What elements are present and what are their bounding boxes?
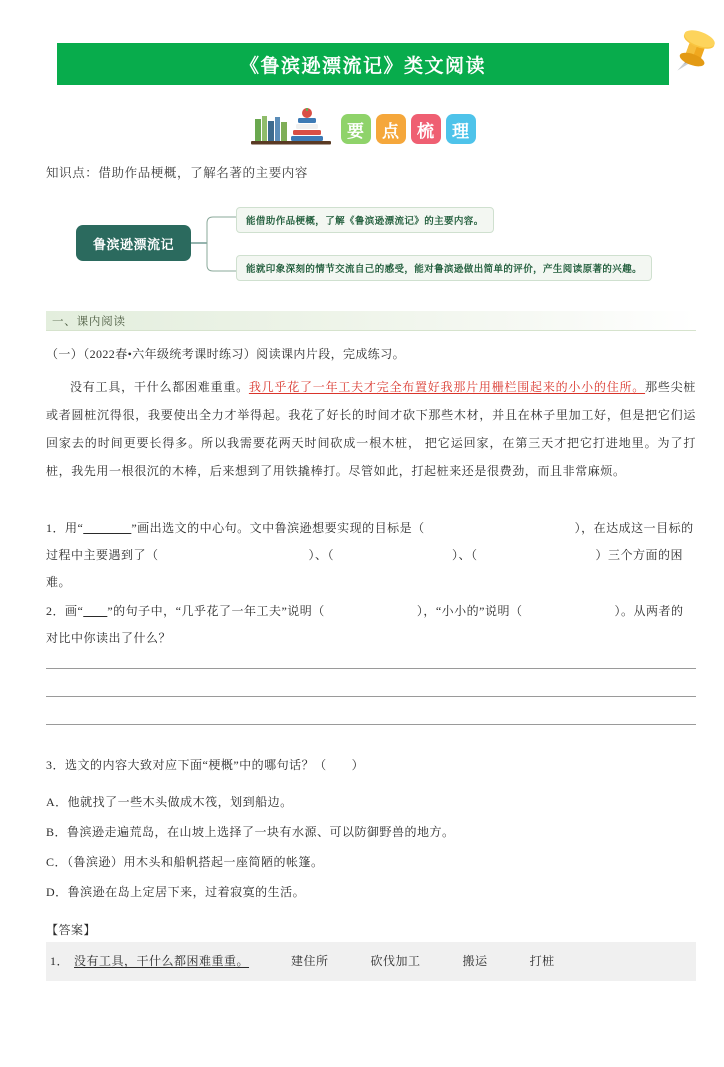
- page-title: 《鲁滨逊漂流记》类文阅读: [239, 55, 486, 77]
- q2-seg2: ”的句子中，“几乎花了一年工夫”说明（: [107, 604, 325, 618]
- q2-seg1: 2．画“: [46, 604, 84, 618]
- mindmap-connector-lines: [191, 199, 241, 291]
- choice-b[interactable]: B．鲁滨逊走遍荒岛，在山坡上选择了一块有水源、可以防御野兽的地方。: [46, 825, 455, 839]
- knowledge-point-line: 知识点：借助作品梗概，了解名著的主要内容: [46, 166, 309, 180]
- answer-number: 1．: [50, 954, 70, 968]
- worksheet-page: [0, 43, 724, 1067]
- answer-key-body: [46, 942, 696, 981]
- reading-passage: [46, 373, 696, 485]
- write-line-2[interactable]: [46, 696, 696, 697]
- choice-d[interactable]: D．鲁滨逊在岛上定居下来，过着寂寞的生活。: [46, 885, 306, 899]
- question-1-line-2: [46, 542, 696, 596]
- mindmap-root-node: 鲁滨逊漂流记: [76, 225, 191, 261]
- free-response-lines: [46, 668, 696, 725]
- answer-key-title: 【答案】: [46, 923, 97, 937]
- question-3-choices: [46, 787, 696, 907]
- write-line-1[interactable]: [46, 668, 696, 669]
- title-banner-wrapper: [57, 43, 694, 85]
- content-area: [46, 163, 696, 981]
- keypoints-tiles: [341, 114, 476, 147]
- mindmap-diagram: [46, 199, 696, 291]
- books-illustration: [249, 107, 337, 147]
- choice-c[interactable]: C．（鲁滨逊）用木头和船帆搭起一座简陋的帐篷。: [46, 855, 324, 869]
- q2-seg4: ）。从两者的: [614, 604, 684, 618]
- q2-seg3: ），“小小的”说明（: [416, 604, 523, 618]
- question-3: 3．选文的内容大致对应下面“梗概”中的哪句话？（ ）: [46, 758, 365, 772]
- choice-a[interactable]: A．他就找了一些木头做成木筏，划到船边。: [46, 795, 293, 809]
- passage-part-2: 那些尖桩或者圆桩沉得很，我要使出全力才举得起。我花了好长的时间才砍下那些木材，并且在林子里加工好，但是把它们运回家去的时间更要长得多。所以我需要花两天时间砍成一根木桩， 把它运回家，在第三天才把它打进地里。为了打桩，我先用一根很沉的木棒，后来想到了用铁撬棒打。尽管如此，打起桩来还是很费劲，而且非常麻烦。: [46, 380, 696, 478]
- q1-blank: ______: [83, 521, 132, 535]
- write-line-3[interactable]: [46, 724, 696, 725]
- exercise-subheader: （一）（2022春•六年级统考课时练习）阅读课内片段，完成练习。: [46, 347, 406, 361]
- q1-seg4: 过程中主要遇到了（: [46, 548, 159, 562]
- question-2-line-2: 对比中你读出了什么？: [46, 631, 172, 645]
- section-header: [46, 311, 696, 331]
- keypoint-tile-2: 点: [376, 114, 406, 144]
- q1-seg2: ”画出选文的中心句。文中鲁滨逊想要实现的目标是（: [131, 521, 425, 535]
- q1-seg1: 1．用“: [46, 521, 84, 535]
- q2-blank: ___: [83, 604, 108, 618]
- section-header-text: 一、课内阅读: [52, 315, 126, 328]
- question-2-line-1: [46, 598, 696, 625]
- keypoints-header: [0, 107, 724, 147]
- q1-seg6: ）、（: [452, 548, 478, 562]
- q1-seg7: ）三个方面的困难。: [46, 548, 684, 589]
- answer-word-4: 打桩: [529, 954, 555, 968]
- mindmap-branch-1: 能借助作品梗概，了解《鲁滨逊漂流记》的主要内容。: [236, 207, 494, 233]
- q1-seg5: ）、（: [308, 548, 335, 562]
- answer-key-row-1: [50, 952, 692, 969]
- keypoint-tile-1: 要: [341, 114, 371, 144]
- title-banner: [57, 43, 669, 85]
- answer-word-1: 建住所: [291, 954, 329, 968]
- passage-highlight: 我几乎花了一年工夫才完全布置好我那片用栅栏围起来的小小的住所。: [248, 380, 646, 394]
- keypoint-tile-4: 理: [446, 114, 476, 144]
- pushpin-icon: [664, 23, 722, 85]
- answer-underlined-text: 没有工具，干什么都困难重重。: [74, 954, 250, 968]
- q1-seg3: ），在达成这一目标的: [574, 521, 694, 535]
- questions-block: [46, 515, 696, 907]
- question-1-line-1: [46, 515, 696, 542]
- answer-key-section: [46, 921, 696, 981]
- keypoint-tile-3: 梳: [411, 114, 441, 144]
- passage-part-1: 没有工具，干什么都困难重重。: [70, 380, 249, 394]
- answer-word-3: 搬运: [462, 954, 488, 968]
- answer-word-2: 砍伐加工: [370, 954, 421, 968]
- mindmap-branch-2: 能就印象深刻的情节交流自己的感受，能对鲁滨逊做出简单的评价，产生阅读原著的兴趣。: [236, 255, 652, 281]
